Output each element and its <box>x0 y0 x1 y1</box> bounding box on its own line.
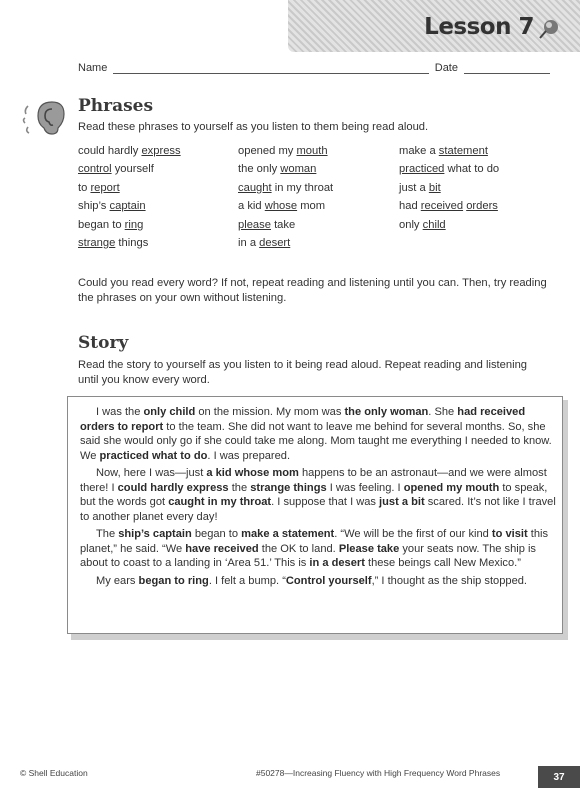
phrase-keyword: bit <box>428 181 441 194</box>
phrase-item <box>78 163 238 175</box>
phrase-keyword: mouth <box>296 145 328 157</box>
push-pin-icon <box>538 18 560 40</box>
story-key-phrase: the only woman <box>344 406 429 418</box>
footer-book-title: #50278—Increasing Fluency with High Frequency Word Phrases <box>256 768 501 778</box>
phrase-item <box>399 200 548 212</box>
story-key-phrase: caught in my throat <box>168 496 272 508</box>
story-key-phrase: opened my mouth <box>403 481 500 494</box>
phrase-keyword: control <box>78 163 112 176</box>
story-paragraph <box>80 574 560 589</box>
story-key-phrase: practiced what to do <box>99 449 208 462</box>
phrase-item <box>78 145 238 157</box>
story-text-run: The <box>96 528 119 540</box>
phrase-item <box>238 145 399 157</box>
lesson-title: Lesson 7 <box>424 14 534 40</box>
phrase-keyword: woman <box>280 163 317 176</box>
story-text-run: to speak, but the words got <box>80 481 548 508</box>
story-text <box>80 405 560 591</box>
phrase-text: in my throat <box>271 181 334 194</box>
story-key-phrase: just a bit <box>379 496 425 508</box>
story-key-phrase: strange things <box>250 481 327 494</box>
phrase-item <box>399 219 548 231</box>
story-text-run: your seats now. The ship is about to coast to a landing in ‘Area 51.’ This is <box>80 542 536 569</box>
phrase-text: a kid <box>238 200 265 213</box>
phrases-heading: Phrases <box>78 96 154 116</box>
phrase-text: to <box>78 181 91 194</box>
phrase-keyword: report <box>90 181 120 194</box>
story-paragraph <box>80 466 560 524</box>
phrase-text: the only <box>238 163 281 176</box>
story-key-phrase: to visit <box>491 528 528 540</box>
story-text-run: this planet,” he said. “We <box>80 528 549 555</box>
phrase-keyword: statement <box>438 145 488 157</box>
story-text-run: the OK to land. <box>258 542 339 555</box>
story-box <box>67 396 569 641</box>
ear-listening-icon <box>22 98 72 138</box>
page-number: 37 <box>538 766 580 788</box>
phrase-text: could hardly <box>78 145 142 157</box>
name-date-row <box>78 62 550 74</box>
phrase-keyword: strange <box>78 236 116 249</box>
story-text-run: . “We will be the first of our kind <box>334 528 492 540</box>
phrase-item <box>78 237 238 249</box>
phrase-keyword: practiced <box>399 163 445 176</box>
phrase-keyword: child <box>422 218 446 231</box>
phrase-item <box>78 200 238 212</box>
story-text-run: the <box>228 481 251 494</box>
phrase-item <box>399 237 548 249</box>
phrase-keyword: desert <box>259 236 291 249</box>
phrase-item <box>238 200 399 212</box>
date-field[interactable] <box>464 64 550 74</box>
story-key-phrase: make a statement <box>241 528 335 540</box>
story-key-phrase: have received <box>185 542 259 555</box>
phrase-text: yourself <box>111 163 154 176</box>
story-frame <box>67 396 563 634</box>
phrase-keyword: ring <box>124 218 144 231</box>
name-label: Name <box>78 62 108 74</box>
story-text-run: scared. It’s not like I travel to another planet every day! <box>80 496 556 523</box>
name-field[interactable] <box>113 64 428 74</box>
story-text-run: began to <box>191 528 242 540</box>
story-text-run: on the mission. My mom was <box>195 406 345 418</box>
story-instruction: Read the story to yourself as you listen to it being read aloud. Repeat reading and listening until you know every word. <box>78 359 528 386</box>
phrase-item <box>238 219 399 231</box>
phrase-keyword: please <box>238 218 271 231</box>
phrase-keyword: captain <box>109 200 146 213</box>
phrase-text: what to do <box>444 163 500 176</box>
phrase-text: ship’s <box>78 200 110 213</box>
story-text-run: happens to be an astronaut—and we were almost there! I <box>80 467 547 494</box>
story-text-run: I was the <box>96 406 144 418</box>
story-heading: Story <box>78 333 129 353</box>
phrase-text: mom <box>297 200 326 213</box>
phrases-instruction: Read these phrases to yourself as you listen to them being read aloud. <box>78 121 429 133</box>
phrases-followup: Could you read every word? If not, repeat reading and listening until you can. Then, try reading the phrases on your own without listening. <box>78 277 547 304</box>
story-key-phrase: began to ring <box>138 574 209 587</box>
story-text-run: to the team. She did not want to leave me behind for several months. So, she said she would only go if she could take me along. Mom taught me everything I needed to know. We <box>80 420 552 462</box>
story-key-phrase: Please take <box>338 542 400 555</box>
phrase-text: things <box>115 236 149 249</box>
story-key-phrase: could hardly express <box>117 481 229 494</box>
story-text-run: ,” I thought as the ship stopped. <box>371 574 527 587</box>
phrase-item <box>399 163 548 175</box>
phrases-grid <box>78 145 548 249</box>
phrase-item <box>238 163 399 175</box>
phrase-text: opened my <box>238 145 297 157</box>
phrase-text: take <box>270 218 296 231</box>
phrase-item <box>238 237 399 249</box>
date-label: Date <box>434 62 458 74</box>
story-text-run: My ears <box>96 574 139 587</box>
phrase-keyword: caught <box>238 181 272 194</box>
phrase-item <box>78 219 238 231</box>
story-key-phrase: in a desert <box>309 557 365 569</box>
story-key-phrase: had received orders to report <box>80 406 526 433</box>
phrase-text: only <box>399 218 423 231</box>
phrase-item <box>78 182 238 194</box>
phrase-item <box>399 145 548 157</box>
story-text-run: . I felt a bump. “ <box>208 574 286 587</box>
story-key-phrase: a kid whose mom <box>206 467 299 479</box>
story-text-run: . I suppose that I was <box>271 496 380 508</box>
phrase-keyword: received <box>420 200 464 213</box>
story-text-run: . I was prepared. <box>207 449 291 462</box>
phrase-text: just a <box>399 181 429 194</box>
phrase-keyword: whose <box>264 200 298 213</box>
phrase-text: make a <box>399 145 439 157</box>
phrase-text: in a <box>238 236 260 249</box>
phrase-keyword: orders <box>466 200 498 213</box>
phrase-text: had <box>399 200 421 213</box>
story-text-run: these beings call New Mexico.” <box>364 557 521 569</box>
story-key-phrase: Control yourself <box>285 574 372 587</box>
phrase-item <box>238 182 399 194</box>
story-key-phrase: only child <box>143 406 196 418</box>
story-key-phrase: ship’s captain <box>118 528 192 540</box>
footer-publisher: © Shell Education <box>20 768 88 778</box>
phrase-keyword: express <box>141 145 181 157</box>
story-text-run: Now, here I was—just <box>96 467 207 479</box>
phrase-text: began to <box>78 218 125 231</box>
story-paragraph <box>80 405 560 463</box>
story-paragraph <box>80 527 560 571</box>
story-text-run: I was feeling. I <box>326 481 404 494</box>
story-text-run: . She <box>428 406 458 418</box>
phrase-item <box>399 182 548 194</box>
